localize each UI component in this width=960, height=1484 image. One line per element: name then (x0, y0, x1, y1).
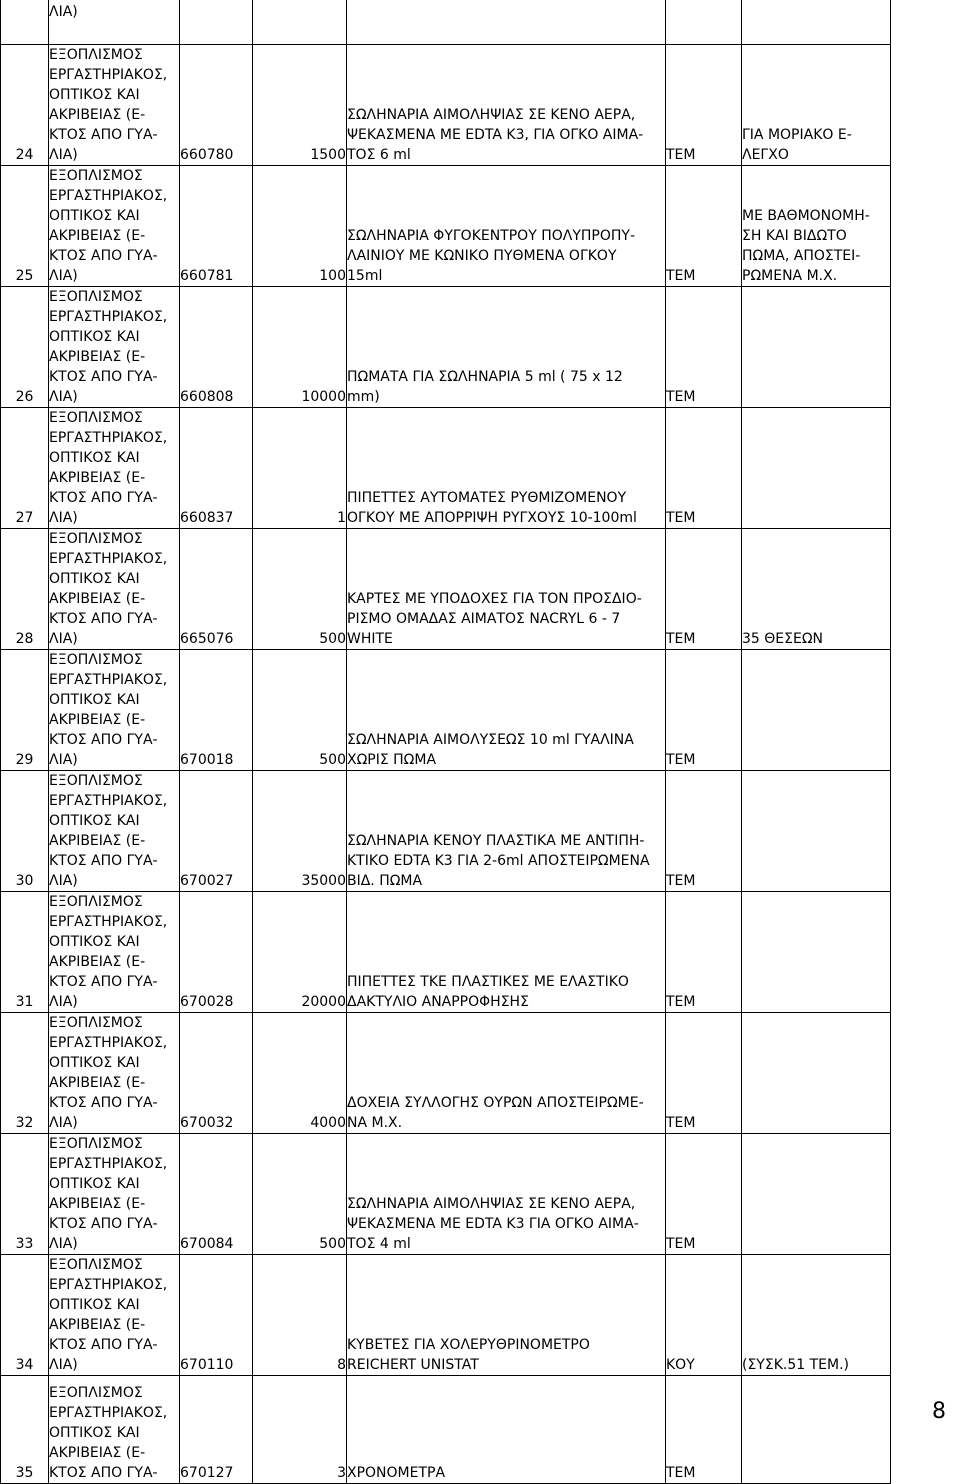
quantity-cell (253, 0, 347, 44)
table-row (1, 649, 891, 770)
note-cell (742, 649, 891, 770)
unit-cell: ΤΕΜ (666, 286, 742, 407)
table-row (1, 528, 891, 649)
quantity-cell: 4000 (253, 1012, 347, 1133)
unit-cell: ΤΕΜ (666, 44, 742, 165)
category-cell: ΕΞΟΠΛΙΣΜΟΣ ΕΡΓΑΣΤΗΡΙΑΚΟΣ, ΟΠΤΙΚΟΣ ΚΑΙ ΑΚΡΙΒΕΙΑΣ (Ε- ΚΤΟΣ ΑΠΟ ΓΥΑ- ΛΙΑ) (49, 407, 180, 528)
page-number: 8 (932, 1399, 946, 1424)
description-cell (347, 0, 666, 44)
code-cell: 670084 (180, 1133, 253, 1254)
row-number: 27 (1, 407, 49, 528)
description-cell: ΚΑΡΤΕΣ ΜΕ ΥΠΟΔΟΧΕΣ ΓΙΑ ΤΟΝ ΠΡΟΣΔΙΟ- ΡΙΣΜΟ ΟΜΑΔΑΣ ΑΙΜΑΤΟΣ NACRYL 6 - 7 WHITE (347, 528, 666, 649)
unit-cell: ΤΕΜ (666, 891, 742, 1012)
description-cell: ΠΙΠΕΤΤΕΣ ΑΥΤΟΜΑΤΕΣ ΡΥΘΜΙΖΟΜΕΝΟΥ ΟΓΚΟΥ ΜΕ ΑΠΟΡΡΙΨΗ ΡΥΓΧΟΥΣ 10-100ml (347, 407, 666, 528)
quantity-cell: 1500 (253, 44, 347, 165)
code-cell: 670032 (180, 1012, 253, 1133)
description-cell: ΠΩΜΑΤΑ ΓΙΑ ΣΩΛΗΝΑΡΙΑ 5 ml ( 75 x 12 mm) (347, 286, 666, 407)
unit-cell: ΤΕΜ (666, 649, 742, 770)
quantity-cell: 20000 (253, 891, 347, 1012)
note-cell (742, 1133, 891, 1254)
note-cell (742, 891, 891, 1012)
unit-cell (666, 0, 742, 44)
quantity-cell: 500 (253, 1133, 347, 1254)
code-cell: 670028 (180, 891, 253, 1012)
note-cell (742, 407, 891, 528)
description-cell: ΧΡΟΝΟΜΕΤΡΑ (347, 1375, 666, 1483)
quantity-cell: 100 (253, 165, 347, 286)
category-cell: ΕΞΟΠΛΙΣΜΟΣ ΕΡΓΑΣΤΗΡΙΑΚΟΣ, ΟΠΤΙΚΟΣ ΚΑΙ ΑΚΡΙΒΕΙΑΣ (Ε- ΚΤΟΣ ΑΠΟ ΓΥΑ- ΛΙΑ) (49, 770, 180, 891)
category-cell: ΕΞΟΠΛΙΣΜΟΣ ΕΡΓΑΣΤΗΡΙΑΚΟΣ, ΟΠΤΙΚΟΣ ΚΑΙ ΑΚΡΙΒΕΙΑΣ (Ε- ΚΤΟΣ ΑΠΟ ΓΥΑ- ΛΙΑ) (49, 1133, 180, 1254)
quantity-cell: 35000 (253, 770, 347, 891)
table-row-header-continuation (1, 0, 891, 44)
row-number: 24 (1, 44, 49, 165)
row-number: 25 (1, 165, 49, 286)
note-cell (742, 1012, 891, 1133)
note-cell: (ΣΥΣΚ.51 ΤΕΜ.) (742, 1254, 891, 1375)
note-cell (742, 286, 891, 407)
quantity-cell: 500 (253, 528, 347, 649)
unit-cell: ΤΕΜ (666, 770, 742, 891)
description-cell: ΠΙΠΕΤΤΕΣ ΤΚΕ ΠΛΑΣΤΙΚΕΣ ΜΕ ΕΛΑΣΤΙΚΟ ΔΑΚΤΥΛΙΟ ΑΝΑΡΡΟΦΗΣΗΣ (347, 891, 666, 1012)
code-cell: 660808 (180, 286, 253, 407)
table-row (1, 407, 891, 528)
table-row (1, 286, 891, 407)
note-cell (742, 0, 891, 44)
description-cell: ΔΟΧΕΙΑ ΣΥΛΛΟΓΗΣ ΟΥΡΩΝ ΑΠΟΣΤΕΙΡΩΜΕ- ΝΑ Μ.Χ. (347, 1012, 666, 1133)
category-cell: ΛΙΑ) (49, 0, 180, 44)
unit-cell: ΚΟΥ (666, 1254, 742, 1375)
code-cell: 670018 (180, 649, 253, 770)
category-cell: ΕΞΟΠΛΙΣΜΟΣ ΕΡΓΑΣΤΗΡΙΑΚΟΣ, ΟΠΤΙΚΟΣ ΚΑΙ ΑΚΡΙΒΕΙΑΣ (Ε- ΚΤΟΣ ΑΠΟ ΓΥΑ- ΛΙΑ) (49, 286, 180, 407)
category-cell: ΕΞΟΠΛΙΣΜΟΣ ΕΡΓΑΣΤΗΡΙΑΚΟΣ, ΟΠΤΙΚΟΣ ΚΑΙ ΑΚΡΙΒΕΙΑΣ (Ε- ΚΤΟΣ ΑΠΟ ΓΥΑ- ΛΙΑ) (49, 649, 180, 770)
row-number: 28 (1, 528, 49, 649)
category-cell: ΕΞΟΠΛΙΣΜΟΣ ΕΡΓΑΣΤΗΡΙΑΚΟΣ, ΟΠΤΙΚΟΣ ΚΑΙ ΑΚΡΙΒΕΙΑΣ (Ε- ΚΤΟΣ ΑΠΟ ΓΥΑ- ΛΙΑ) (49, 528, 180, 649)
code-cell (180, 0, 253, 44)
quantity-cell: 500 (253, 649, 347, 770)
category-cell: ΕΞΟΠΛΙΣΜΟΣ ΕΡΓΑΣΤΗΡΙΑΚΟΣ, ΟΠΤΙΚΟΣ ΚΑΙ ΑΚΡΙΒΕΙΑΣ (Ε- ΚΤΟΣ ΑΠΟ ΓΥΑ- ΛΙΑ) (49, 44, 180, 165)
table-row (1, 44, 891, 165)
unit-cell: ΤΕΜ (666, 1012, 742, 1133)
category-cell: ΕΞΟΠΛΙΣΜΟΣ ΕΡΓΑΣΤΗΡΙΑΚΟΣ, ΟΠΤΙΚΟΣ ΚΑΙ ΑΚΡΙΒΕΙΑΣ (Ε- ΚΤΟΣ ΑΠΟ ΓΥΑ- ΛΙΑ) (49, 165, 180, 286)
row-number: 31 (1, 891, 49, 1012)
code-cell: 670027 (180, 770, 253, 891)
code-cell: 660837 (180, 407, 253, 528)
description-cell: ΣΩΛΗΝΑΡΙΑ ΑΙΜΟΛΥΣΕΩΣ 10 ml ΓΥΑΛΙΝΑ ΧΩΡΙΣ ΠΩΜΑ (347, 649, 666, 770)
unit-cell: ΤΕΜ (666, 407, 742, 528)
note-cell: 35 ΘΕΣΕΩΝ (742, 528, 891, 649)
table-row (1, 1012, 891, 1133)
note-cell: ΓΙΑ ΜΟΡΙΑΚΟ Ε- ΛΕΓΧΟ (742, 44, 891, 165)
table-row (1, 1133, 891, 1254)
table-row (1, 165, 891, 286)
category-cell: ΕΞΟΠΛΙΣΜΟΣ ΕΡΓΑΣΤΗΡΙΑΚΟΣ, ΟΠΤΙΚΟΣ ΚΑΙ ΑΚΡΙΒΕΙΑΣ (Ε- ΚΤΟΣ ΑΠΟ ΓΥΑ- (49, 1375, 180, 1483)
code-cell: 660780 (180, 44, 253, 165)
note-cell: ΜΕ ΒΑΘΜΟΝΟΜΗ- ΣΗ ΚΑΙ ΒΙΔΩΤΟ ΠΩΜΑ, ΑΠΟΣΤΕΙ- ΡΩΜΕΝΑ Μ.Χ. (742, 165, 891, 286)
unit-cell: ΤΕΜ (666, 1133, 742, 1254)
quantity-cell: 3 (253, 1375, 347, 1483)
note-cell (742, 770, 891, 891)
row-number: 34 (1, 1254, 49, 1375)
category-cell: ΕΞΟΠΛΙΣΜΟΣ ΕΡΓΑΣΤΗΡΙΑΚΟΣ, ΟΠΤΙΚΟΣ ΚΑΙ ΑΚΡΙΒΕΙΑΣ (Ε- ΚΤΟΣ ΑΠΟ ΓΥΑ- ΛΙΑ) (49, 1012, 180, 1133)
description-cell: ΣΩΛΗΝΑΡΙΑ ΚΕΝΟΥ ΠΛΑΣΤΙΚΑ ΜΕ ΑΝΤΙΠΗ- ΚΤΙΚΟ EDTA K3 ΓΙΑ 2-6ml ΑΠΟΣΤΕΙΡΩΜΕΝΑ ΒΙΔ. ΠΩΜΑ (347, 770, 666, 891)
row-number: 32 (1, 1012, 49, 1133)
table-row (1, 891, 891, 1012)
row-number (1, 0, 49, 44)
code-cell: 665076 (180, 528, 253, 649)
row-number: 30 (1, 770, 49, 891)
category-cell: ΕΞΟΠΛΙΣΜΟΣ ΕΡΓΑΣΤΗΡΙΑΚΟΣ, ΟΠΤΙΚΟΣ ΚΑΙ ΑΚΡΙΒΕΙΑΣ (Ε- ΚΤΟΣ ΑΠΟ ΓΥΑ- ΛΙΑ) (49, 1254, 180, 1375)
unit-cell: ΤΕΜ (666, 165, 742, 286)
unit-cell: ΤΕΜ (666, 528, 742, 649)
description-cell: ΣΩΛΗΝΑΡΙΑ ΑΙΜΟΛΗΨΙΑΣ ΣΕ ΚΕΝΟ ΑΕΡΑ, ΨΕΚΑΣΜΕΝΑ ΜΕ EDTA K3 ΓΙΑ ΟΓΚΟ ΑΙΜΑ- ΤΟΣ 4 ml (347, 1133, 666, 1254)
quantity-cell: 10000 (253, 286, 347, 407)
note-cell (742, 1375, 891, 1483)
category-cell: ΕΞΟΠΛΙΣΜΟΣ ΕΡΓΑΣΤΗΡΙΑΚΟΣ, ΟΠΤΙΚΟΣ ΚΑΙ ΑΚΡΙΒΕΙΑΣ (Ε- ΚΤΟΣ ΑΠΟ ΓΥΑ- ΛΙΑ) (49, 891, 180, 1012)
description-cell: ΣΩΛΗΝΑΡΙΑ ΦΥΓΟΚΕΝΤΡΟΥ ΠΟΛΥΠΡΟΠΥ- ΛΑΙΝΙΟΥ ΜΕ ΚΩΝΙΚΟ ΠΥΘΜΕΝΑ ΟΓΚΟΥ 15ml (347, 165, 666, 286)
code-cell: 670110 (180, 1254, 253, 1375)
row-number: 26 (1, 286, 49, 407)
description-cell: ΚΥΒΕΤΕΣ ΓΙΑ ΧΟΛΕΡΥΘΡΙΝΟΜΕΤΡΟ REICHERT UNISTAT (347, 1254, 666, 1375)
row-number: 35 (1, 1375, 49, 1483)
unit-cell: ΤΕΜ (666, 1375, 742, 1483)
row-number: 33 (1, 1133, 49, 1254)
table-row (1, 1254, 891, 1375)
table-row (1, 770, 891, 891)
row-number: 29 (1, 649, 49, 770)
quantity-cell: 8 (253, 1254, 347, 1375)
code-cell: 670127 (180, 1375, 253, 1483)
table-row (1, 1375, 891, 1483)
description-cell: ΣΩΛΗΝΑΡΙΑ ΑΙΜΟΛΗΨΙΑΣ ΣΕ ΚΕΝΟ ΑΕΡΑ, ΨΕΚΑΣΜΕΝΑ ΜΕ EDTA K3, ΓΙΑ ΟΓΚΟ ΑΙΜΑ- ΤΟΣ 6 ml (347, 44, 666, 165)
quantity-cell: 1 (253, 407, 347, 528)
code-cell: 660781 (180, 165, 253, 286)
